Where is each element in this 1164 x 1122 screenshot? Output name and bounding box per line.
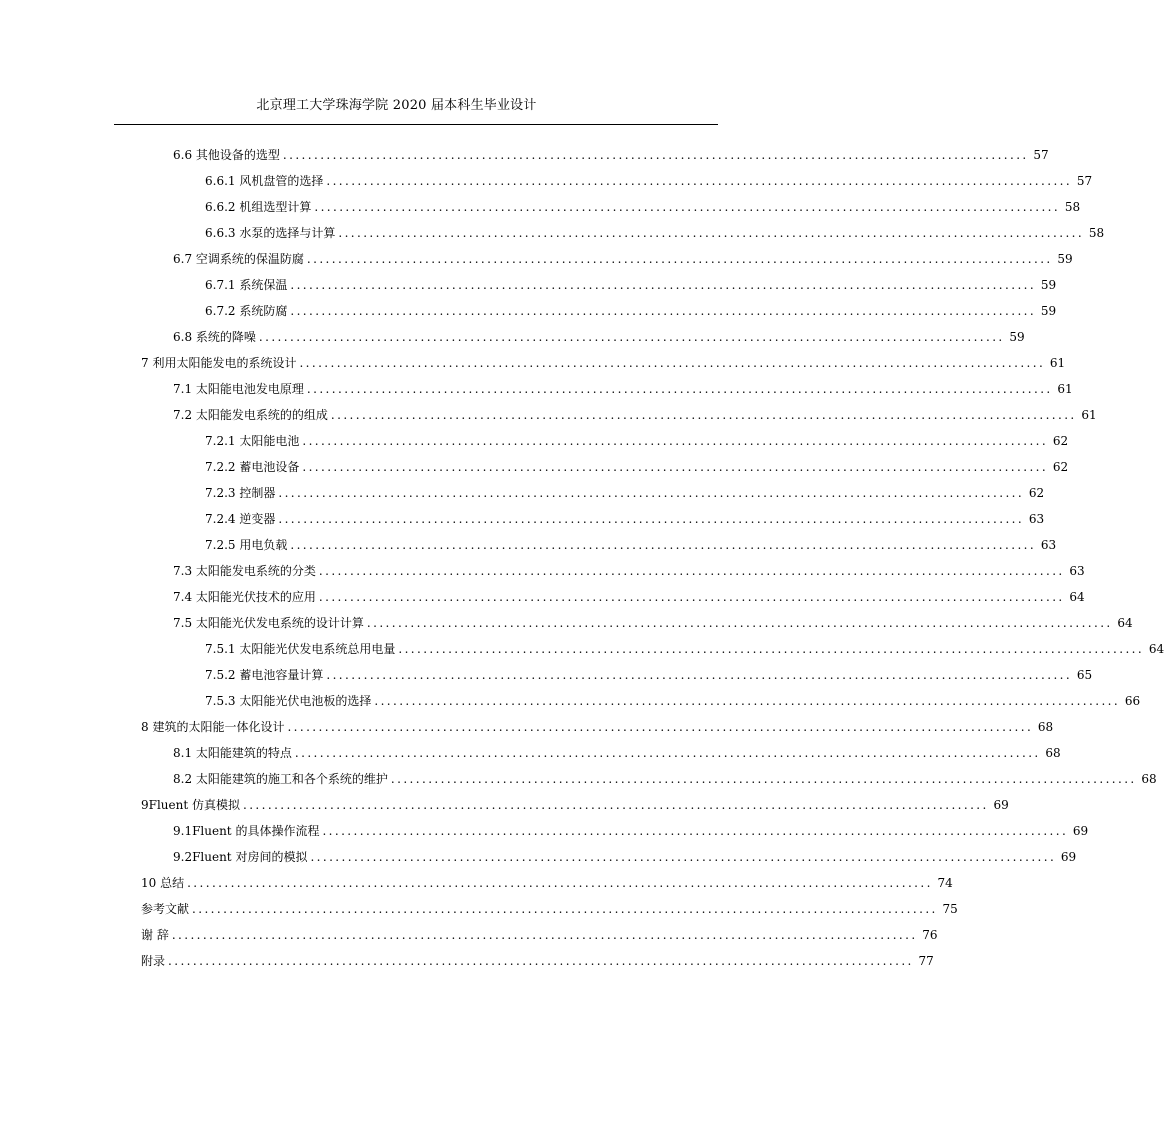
toc-leader-dots: ........................................................................................................................: [318, 590, 1065, 604]
toc-leader-dots: ........................................................................................................................: [318, 564, 1065, 578]
header-divider: [114, 124, 718, 125]
toc-entry[interactable]: [205, 172, 1093, 192]
toc-entry-label: 6.8 系统的降噪: [173, 330, 256, 344]
toc-entry-page-number: 58: [1088, 226, 1105, 240]
toc-entry-label: 6.7.1 系统保温: [205, 278, 288, 292]
toc-entry-page-number: 66: [1124, 694, 1141, 708]
toc-entry-label: 9.2Fluent 对房间的模拟: [173, 850, 308, 864]
toc-entry[interactable]: [205, 666, 1093, 686]
toc-leader-dots: ........................................................................................................................: [302, 434, 1049, 448]
toc-entry-label: 7.5.1 太阳能光伏发电系统总用电量: [205, 642, 396, 656]
toc-entry[interactable]: [173, 848, 1077, 868]
toc-entry-label: 7.1 太阳能电池发电原理: [173, 382, 304, 396]
toc-entry-page-number: 59: [1057, 252, 1073, 266]
toc-entry-page-number: 61: [1057, 382, 1073, 396]
toc-entry-page-number: 69: [1060, 850, 1077, 864]
toc-entry-page-number: 62: [1052, 460, 1069, 474]
toc-entry-page-number: 62: [1052, 434, 1069, 448]
toc-leader-dots: ........................................................................................................................: [338, 226, 1085, 240]
toc-leader-dots: ........................................................................................................................: [287, 720, 1034, 734]
toc-entry[interactable]: [141, 796, 1009, 816]
toc-entry-page-number: 58: [1064, 200, 1081, 214]
toc-entry-page-number: 76: [922, 928, 938, 942]
toc-leader-dots: ........................................................................................................................: [326, 174, 1073, 188]
toc-leader-dots: ........................................................................................................................: [258, 330, 1005, 344]
toc-entry-page-number: 57: [1076, 174, 1093, 188]
toc-leader-dots: ........................................................................................................................: [168, 954, 914, 968]
toc-leader-dots: ........................................................................................................................: [314, 200, 1061, 214]
toc-leader-dots: ........................................................................................................................: [278, 486, 1025, 500]
toc-entry[interactable]: [173, 588, 1085, 608]
toc-entry[interactable]: [141, 926, 938, 946]
toc-leader-dots: ........................................................................................................................: [366, 616, 1113, 630]
toc-entry[interactable]: [205, 432, 1069, 452]
toc-leader-dots: ........................................................................................................................: [326, 668, 1073, 682]
toc-entry-page-number: 64: [1148, 642, 1164, 656]
toc-leader-dots: ........................................................................................................................: [192, 902, 938, 916]
toc-leader-dots: ........................................................................................................................: [322, 824, 1069, 838]
toc-leader-dots: ........................................................................................................................: [374, 694, 1121, 708]
toc-leader-dots: ........................................................................................................................: [330, 408, 1077, 422]
toc-leader-dots: ........................................................................................................................: [290, 538, 1037, 552]
toc-entry-label: 7 利用太阳能发电的系统设计: [141, 356, 297, 370]
toc-entry-page-number: 64: [1117, 616, 1133, 630]
toc-entry-label: 7.2.3 控制器: [205, 486, 276, 500]
toc-entry[interactable]: [173, 744, 1061, 764]
toc-entry-page-number: 61: [1049, 356, 1066, 370]
toc-entry-label: 6.7.2 系统防腐: [205, 304, 288, 318]
toc-entry-label: 7.3 太阳能发电系统的分类: [173, 564, 316, 578]
toc-entry-page-number: 74: [937, 876, 953, 890]
toc-entry[interactable]: [205, 276, 1057, 296]
toc-entry-label: 9.1Fluent 的具体操作流程: [173, 824, 320, 838]
toc-leader-dots: ........................................................................................................................: [306, 252, 1053, 266]
toc-entry-label: 6.6 其他设备的选型: [173, 148, 280, 162]
toc-leader-dots: ........................................................................................................................: [390, 772, 1137, 786]
toc-entry-label: 7.5.2 蓄电池容量计算: [205, 668, 324, 682]
toc-entry-page-number: 63: [1040, 538, 1057, 552]
toc-leader-dots: ........................................................................................................................: [306, 382, 1053, 396]
toc-entry[interactable]: [205, 198, 1081, 218]
toc-entry[interactable]: [173, 380, 1073, 400]
toc-entry[interactable]: [141, 874, 953, 894]
toc-entry[interactable]: [173, 146, 1049, 166]
toc-leader-dots: ........................................................................................................................: [290, 278, 1037, 292]
toc-entry-label: 6.6.2 机组选型计算: [205, 200, 312, 214]
toc-entry-label: 10 总结: [141, 876, 185, 890]
toc-entry-page-number: 59: [1009, 330, 1025, 344]
toc-entry-label: 参考文献: [141, 902, 190, 916]
toc-entry-label: 谢 辞: [141, 928, 169, 942]
toc-entry-page-number: 68: [1045, 746, 1061, 760]
toc-entry-label: 7.2.5 用电负载: [205, 538, 288, 552]
toc-entry[interactable]: [141, 952, 934, 972]
toc-entry-page-number: 69: [1072, 824, 1089, 838]
toc-entry-label: 6.7 空调系统的保温防腐: [173, 252, 304, 266]
toc-entry-page-number: 68: [1037, 720, 1054, 734]
toc-entry-label: 6.6.3 水泵的选择与计算: [205, 226, 336, 240]
toc-entry-page-number: 63: [1028, 512, 1045, 526]
toc-leader-dots: ........................................................................................................................: [282, 148, 1029, 162]
toc-entry-page-number: 77: [918, 954, 934, 968]
toc-entry-page-number: 63: [1069, 564, 1085, 578]
toc-leader-dots: ........................................................................................................................: [290, 304, 1037, 318]
toc-leader-dots: ........................................................................................................................: [299, 356, 1046, 370]
toc-leader-dots: ........................................................................................................................: [171, 928, 918, 942]
toc-leader-dots: ........................................................................................................................: [243, 798, 989, 812]
toc-entry-label: 7.4 太阳能光伏技术的应用: [173, 590, 316, 604]
toc-entry[interactable]: [205, 510, 1045, 530]
toc-leader-dots: ........................................................................................................................: [302, 460, 1049, 474]
toc-leader-dots: ........................................................................................................................: [310, 850, 1057, 864]
toc-entry[interactable]: [141, 354, 1066, 374]
toc-entry-page-number: 69: [993, 798, 1009, 812]
toc-entry[interactable]: [173, 562, 1085, 582]
toc-entry[interactable]: [205, 692, 1141, 712]
toc-entry-page-number: 64: [1069, 590, 1085, 604]
toc-entry[interactable]: [141, 718, 1054, 738]
toc-entry-label: 7.2.2 蓄电池设备: [205, 460, 300, 474]
toc-entry-label: 附录: [141, 954, 166, 968]
toc-entry-page-number: 62: [1028, 486, 1045, 500]
toc-entry[interactable]: [205, 224, 1105, 244]
toc-leader-dots: ........................................................................................................................: [294, 746, 1041, 760]
toc-entry[interactable]: [173, 328, 1025, 348]
toc-entry-page-number: 61: [1081, 408, 1097, 422]
toc-entry-page-number: 59: [1040, 304, 1057, 318]
toc-entry-label: 7.5 太阳能光伏发电系统的设计计算: [173, 616, 364, 630]
toc-entry-page-number: 75: [942, 902, 958, 916]
toc-entry-label: 7.2.4 逆变器: [205, 512, 276, 526]
page-header-title: 北京理工大学珠海学院 2020 届本科生毕业设计: [256, 98, 537, 113]
toc-entry[interactable]: [173, 250, 1073, 270]
toc-entry-label: 8.1 太阳能建筑的特点: [173, 746, 292, 760]
toc-leader-dots: ........................................................................................................................: [278, 512, 1025, 526]
toc-entry[interactable]: [205, 484, 1045, 504]
toc-entry-label: 7.2.1 太阳能电池: [205, 434, 300, 448]
toc-entry[interactable]: [173, 770, 1157, 790]
toc-entry-page-number: 65: [1076, 668, 1093, 682]
toc-entry-page-number: 57: [1033, 148, 1049, 162]
toc-entry-label: 9Fluent 仿真模拟: [141, 798, 240, 812]
toc-entry-label: 7.2 太阳能发电系统的的组成: [173, 408, 328, 422]
toc-entry[interactable]: [173, 822, 1089, 842]
toc-entry[interactable]: [205, 302, 1057, 322]
toc-entry-page-number: 59: [1040, 278, 1057, 292]
toc-entry-label: 7.5.3 太阳能光伏电池板的选择: [205, 694, 372, 708]
toc-entry[interactable]: [205, 458, 1069, 478]
toc-entry[interactable]: [205, 536, 1057, 556]
toc-entry-label: 8.2 太阳能建筑的施工和各个系统的维护: [173, 772, 388, 786]
toc-entry-label: 8 建筑的太阳能一体化设计: [141, 720, 285, 734]
toc-entry[interactable]: [205, 640, 1164, 660]
toc-leader-dots: ........................................................................................................................: [398, 642, 1145, 656]
toc-entry-page-number: 68: [1141, 772, 1157, 786]
toc-leader-dots: ........................................................................................................................: [187, 876, 933, 890]
toc-entry[interactable]: [141, 900, 958, 920]
toc-entry-label: 6.6.1 风机盘管的选择: [205, 174, 324, 188]
toc-entry[interactable]: [173, 614, 1133, 634]
toc-entry[interactable]: [173, 406, 1097, 426]
